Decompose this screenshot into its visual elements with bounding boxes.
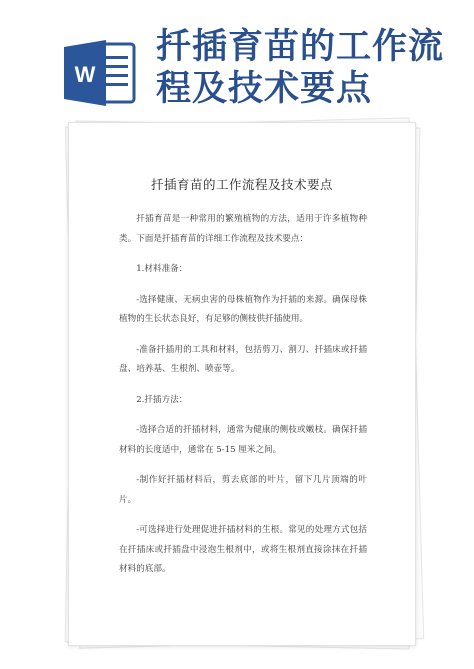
document-title: 扦插育苗的工作流程及技术要点 [150,177,333,192]
section-heading: 2.扦插方法： [136,394,188,405]
list-item: -选择合适的扦插材料，通常为健康的侧枝或嫩枝。确保扦插材料的长度适中，通常在 5-15 厘米之间。 [119,425,367,455]
list-item: -选择健康、无病虫害的母株植物作为扦插的来源。确保母株植物的生长状态良好，有足够的侧枝供扦插使用。 [119,294,367,324]
list-item: -可选择进行处理促进扦插材料的生根。常见的处理方式包括在扦插床或扦插盘中浸泡生根剂中，或将生根剂直接涂抹在扦插材料的底部。 [119,525,367,574]
banner-title: 扦插育苗的工作流程及技术要点 [156,26,445,109]
document-body [119,210,367,591]
word-document-icon [64,38,138,108]
list-item: -准备扦插用的工具和材料，包括剪刀、割刀、扦插床或扦插盘、培养基、生根剂、喷壶等。 [119,344,367,374]
list-item: -制作好扦插材料后，剪去底部的叶片，留下几片顶端的叶片。 [119,475,367,505]
document-page [68,122,416,646]
banner [0,0,474,125]
section-heading: 1.材料准备： [136,264,188,274]
intro-paragraph: 扦插育苗是一种常用的繁殖植物的方法，适用于许多植物种类。下面是扦插育苗的详细工作流程及技术要点： [119,214,367,244]
svg-text:W: W [74,62,96,87]
